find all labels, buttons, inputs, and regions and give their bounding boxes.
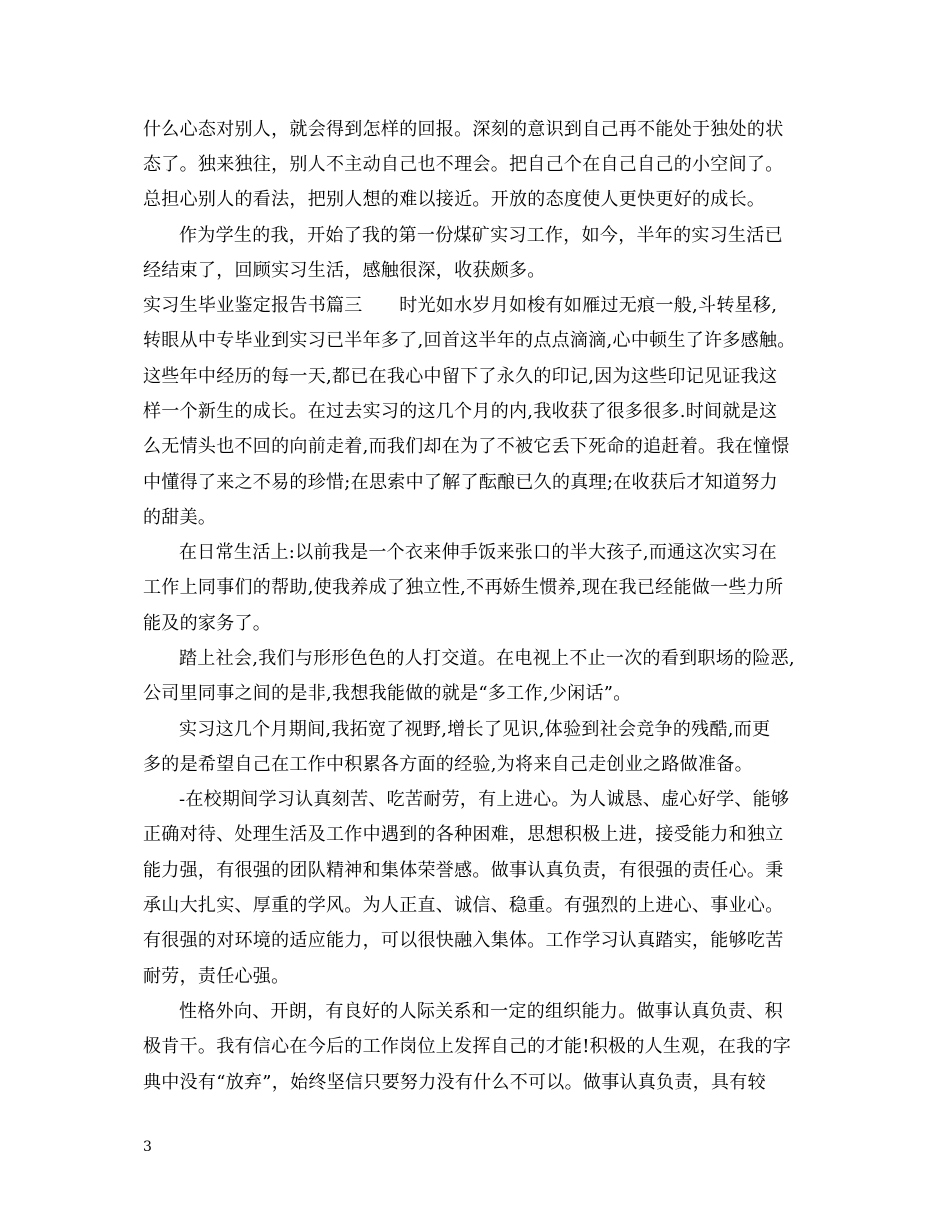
text-line: 公司里同事之间的是非,我想我能做的就是“多工作,少闲话”。 [143,683,632,704]
text-line: 实习这几个月期间,我拓宽了视野,增长了见识,体验到社会竞争的残酷,而更 [179,719,771,740]
text-line: 多的是希望自己在工作中积累各方面的经验,为将来自己走创业之路做准备。 [143,754,753,775]
text-line: 总担心别人的看法，把别人想的难以接近。开放的态度使人更快更好的成长。 [143,189,766,210]
text-line: 态了。独来独往，别人不主动自己也不理会。把自己个在自己自己的小空间了。 [143,154,784,175]
page-number: 3 [143,1139,152,1155]
text-line: 工作上同事们的帮助,使我养成了独立性,不再娇生惯养,现在我已经能做一些力所 [143,577,784,598]
text-line: 性格外向、开朗，有良好的人际关系和一定的组织能力。做事认真负责、积 [179,1001,783,1022]
text-line: 中懂得了来之不易的珍惜;在思索中了解了酝酿已久的真理;在收获后才知道努力 [143,472,778,493]
text-line: 什么心态对别人，就会得到怎样的回报。深刻的意识到自己再不能处于独处的状 [143,119,784,140]
text-line: 转眼从中专毕业到实习已半年多了,回首这半年的点点滴滴,心中顿生了许多感触。 [143,330,796,351]
text-line: 么无情头也不回的向前走着,而我们却在为了不被它丢下死命的追赶着。我在憧憬 [143,436,790,457]
text-line: 经结束了，回顾实习生活，感触很深，收获颇多。 [143,260,546,281]
text-line: 能力强，有很强的团队精神和集体荣誉感。做事认真负责，有很强的责任心。秉 [143,860,784,881]
text-line: 样一个新生的成长。在过去实习的这几个月的内,我收获了很多很多.时间就是这 [143,401,778,422]
text-line: 极肯干。我有信心在今后的工作岗位上发挥自己的才能!积极的人生观，在我的字 [143,1036,792,1057]
text-line: 作为学生的我，开始了我的第一份煤矿实习工作，如今，半年的实习生活已 [179,225,783,246]
text-line: 承山大扎实、厚重的学风。为人正直、诚信、稳重。有强烈的上进心、事业心。 [143,895,784,916]
text-line: 的甜美。 [143,507,217,528]
text-line: 有很强的对环境的适应能力，可以很快融入集体。工作学习认真踏实，能够吃苦 [143,930,784,951]
text-line: 踏上社会,我们与形形色色的人打交道。在电视上不止一次的看到职场的险恶, [179,648,795,669]
text-line: 实习生毕业鉴定报告书篇三 时光如水岁月如梭有如雁过无痕一般,斗转星移, [143,295,778,316]
text-line: 典中没有“放弃”，始终坚信只要努力没有什么不可以。做事认真负责，具有较 [143,1072,766,1093]
text-line: -在校期间学习认真刻苦、吃苦耐劳，有上进心。为人诚恳、虚心好学、能够 [179,789,790,810]
text-line: 这些年中经历的每一天,都已在我心中留下了永久的印记,因为这些印记见证我这 [143,366,778,387]
text-line: 正确对待、处理生活及工作中遇到的各种困难，思想积极上进，接受能力和独立 [143,824,784,845]
text-line: 耐劳，责任心强。 [143,966,290,987]
text-line: 在日常生活上:以前我是一个衣来伸手饭来张口的半大孩子,而通这次实习在 [179,542,777,563]
text-line: 能及的家务了。 [143,613,272,634]
